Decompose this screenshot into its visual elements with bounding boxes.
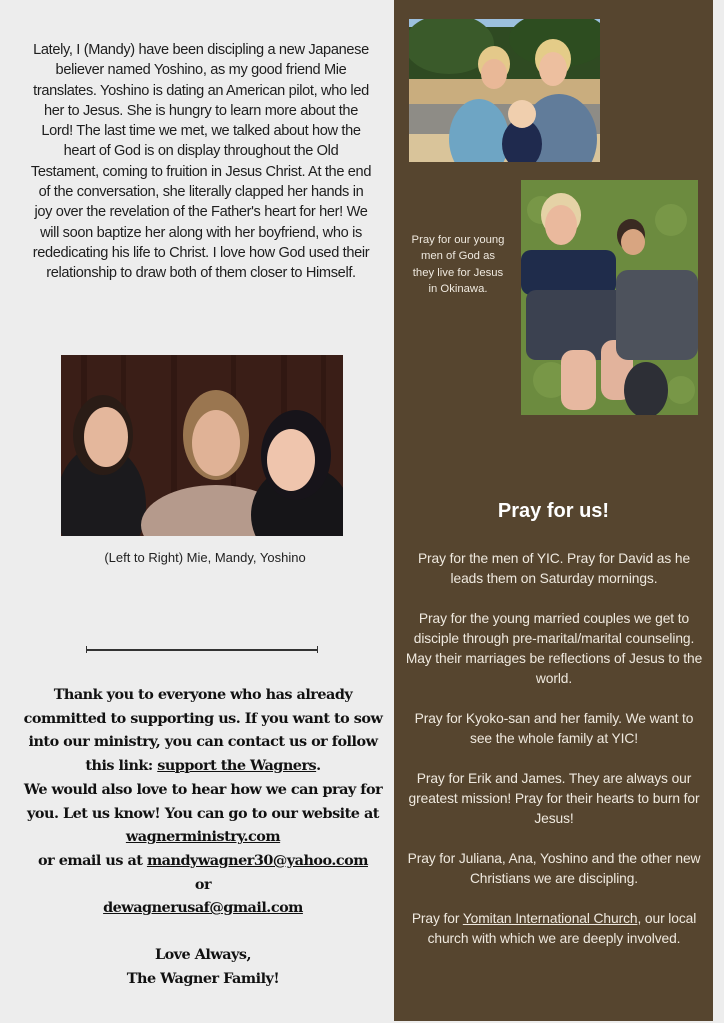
website-link[interactable]: wagnerministry.com [125,828,281,846]
prayer-request-prefix: Pray for [411,911,463,926]
prayer-request-item: Pray for the young married couples we get to disciple through pre-marital/marital counseling. May their marriages be reflections of Jesus to the world. [405,611,703,686]
prayer-request-suffix: , our local church with which we are deeply involved. [427,911,697,946]
support-link[interactable]: support the Wagners [157,757,317,775]
prayer-request-item: Pray for the men of YIC. Pray for David as he leads them on Saturday mornings. [417,551,691,586]
church-link[interactable]: Yomitan International Church [462,911,638,926]
prayer-request-item-church [404,909,704,949]
email-link-dewagner[interactable]: dewagnerusaf@gmail.com [103,899,303,917]
photo-mie-mandy-yoshino [61,355,343,536]
prayer-request-item: Pray for Erik and James. They are always our greatest mission! Pray for their hearts to burn for Jesus! [408,771,700,826]
or-text: or [194,875,212,893]
prayer-requests-list [404,549,704,969]
page-margin [713,0,724,1023]
prayer-request-item: Pray for Juliana, Ana, Yoshino and the other new Christians we are discipling. [407,851,701,886]
photo-boys-on-grass [521,180,698,415]
prayer-request-item: Pray for Kyoko-san and her family. We want to see the whole family at YIC! [414,711,694,746]
young-men-caption: Pray for our young men of God as they live for Jesus in Okinawa. [411,234,505,295]
signoff-line1: Love Always, [154,946,252,964]
email-link-mandy[interactable]: mandywagner30@yahoo.com [146,851,368,869]
thanks-text: Thank you to everyone who has already committed to supporting us. If you want to sow into our ministry, you can contact us or follow this link: [23,686,383,775]
signoff-line2: The Wagner Family! [126,969,280,987]
thanks-period: . [316,757,321,775]
story-paragraph: Lately, I (Mandy) have been discipling a new Japanese believer named Yoshino, as my good friend Mie translates. Yoshino is dating an American pilot, who led her to Jesus. She is hungry to learn more about the Lord! The last time we met, we talked about how the heart of God is on display throughout the Old Testament, coming to fruition in Jesus Christ. At the end of the conversation, she literally clapped her hands in joy over the revelation of the Father's heart for her! We will soon baptize her along with her boyfriend, who is rededicating his life to Christ. I love how God used their relationship to draw both of them closer to Himself. [30,42,372,282]
photo-boys-outdoors [409,19,600,162]
email-prefix: or email us at [38,851,147,869]
divider [86,649,318,651]
photo-caption: (Left to Right) Mie, Mandy, Yoshino [104,550,306,565]
pray-request-text: We would also love to hear how we can pray for you. Let us know! You can go to our website at [23,780,383,822]
pray-for-us-heading: Pray for us! [497,500,610,522]
thank-you-message [22,683,384,990]
